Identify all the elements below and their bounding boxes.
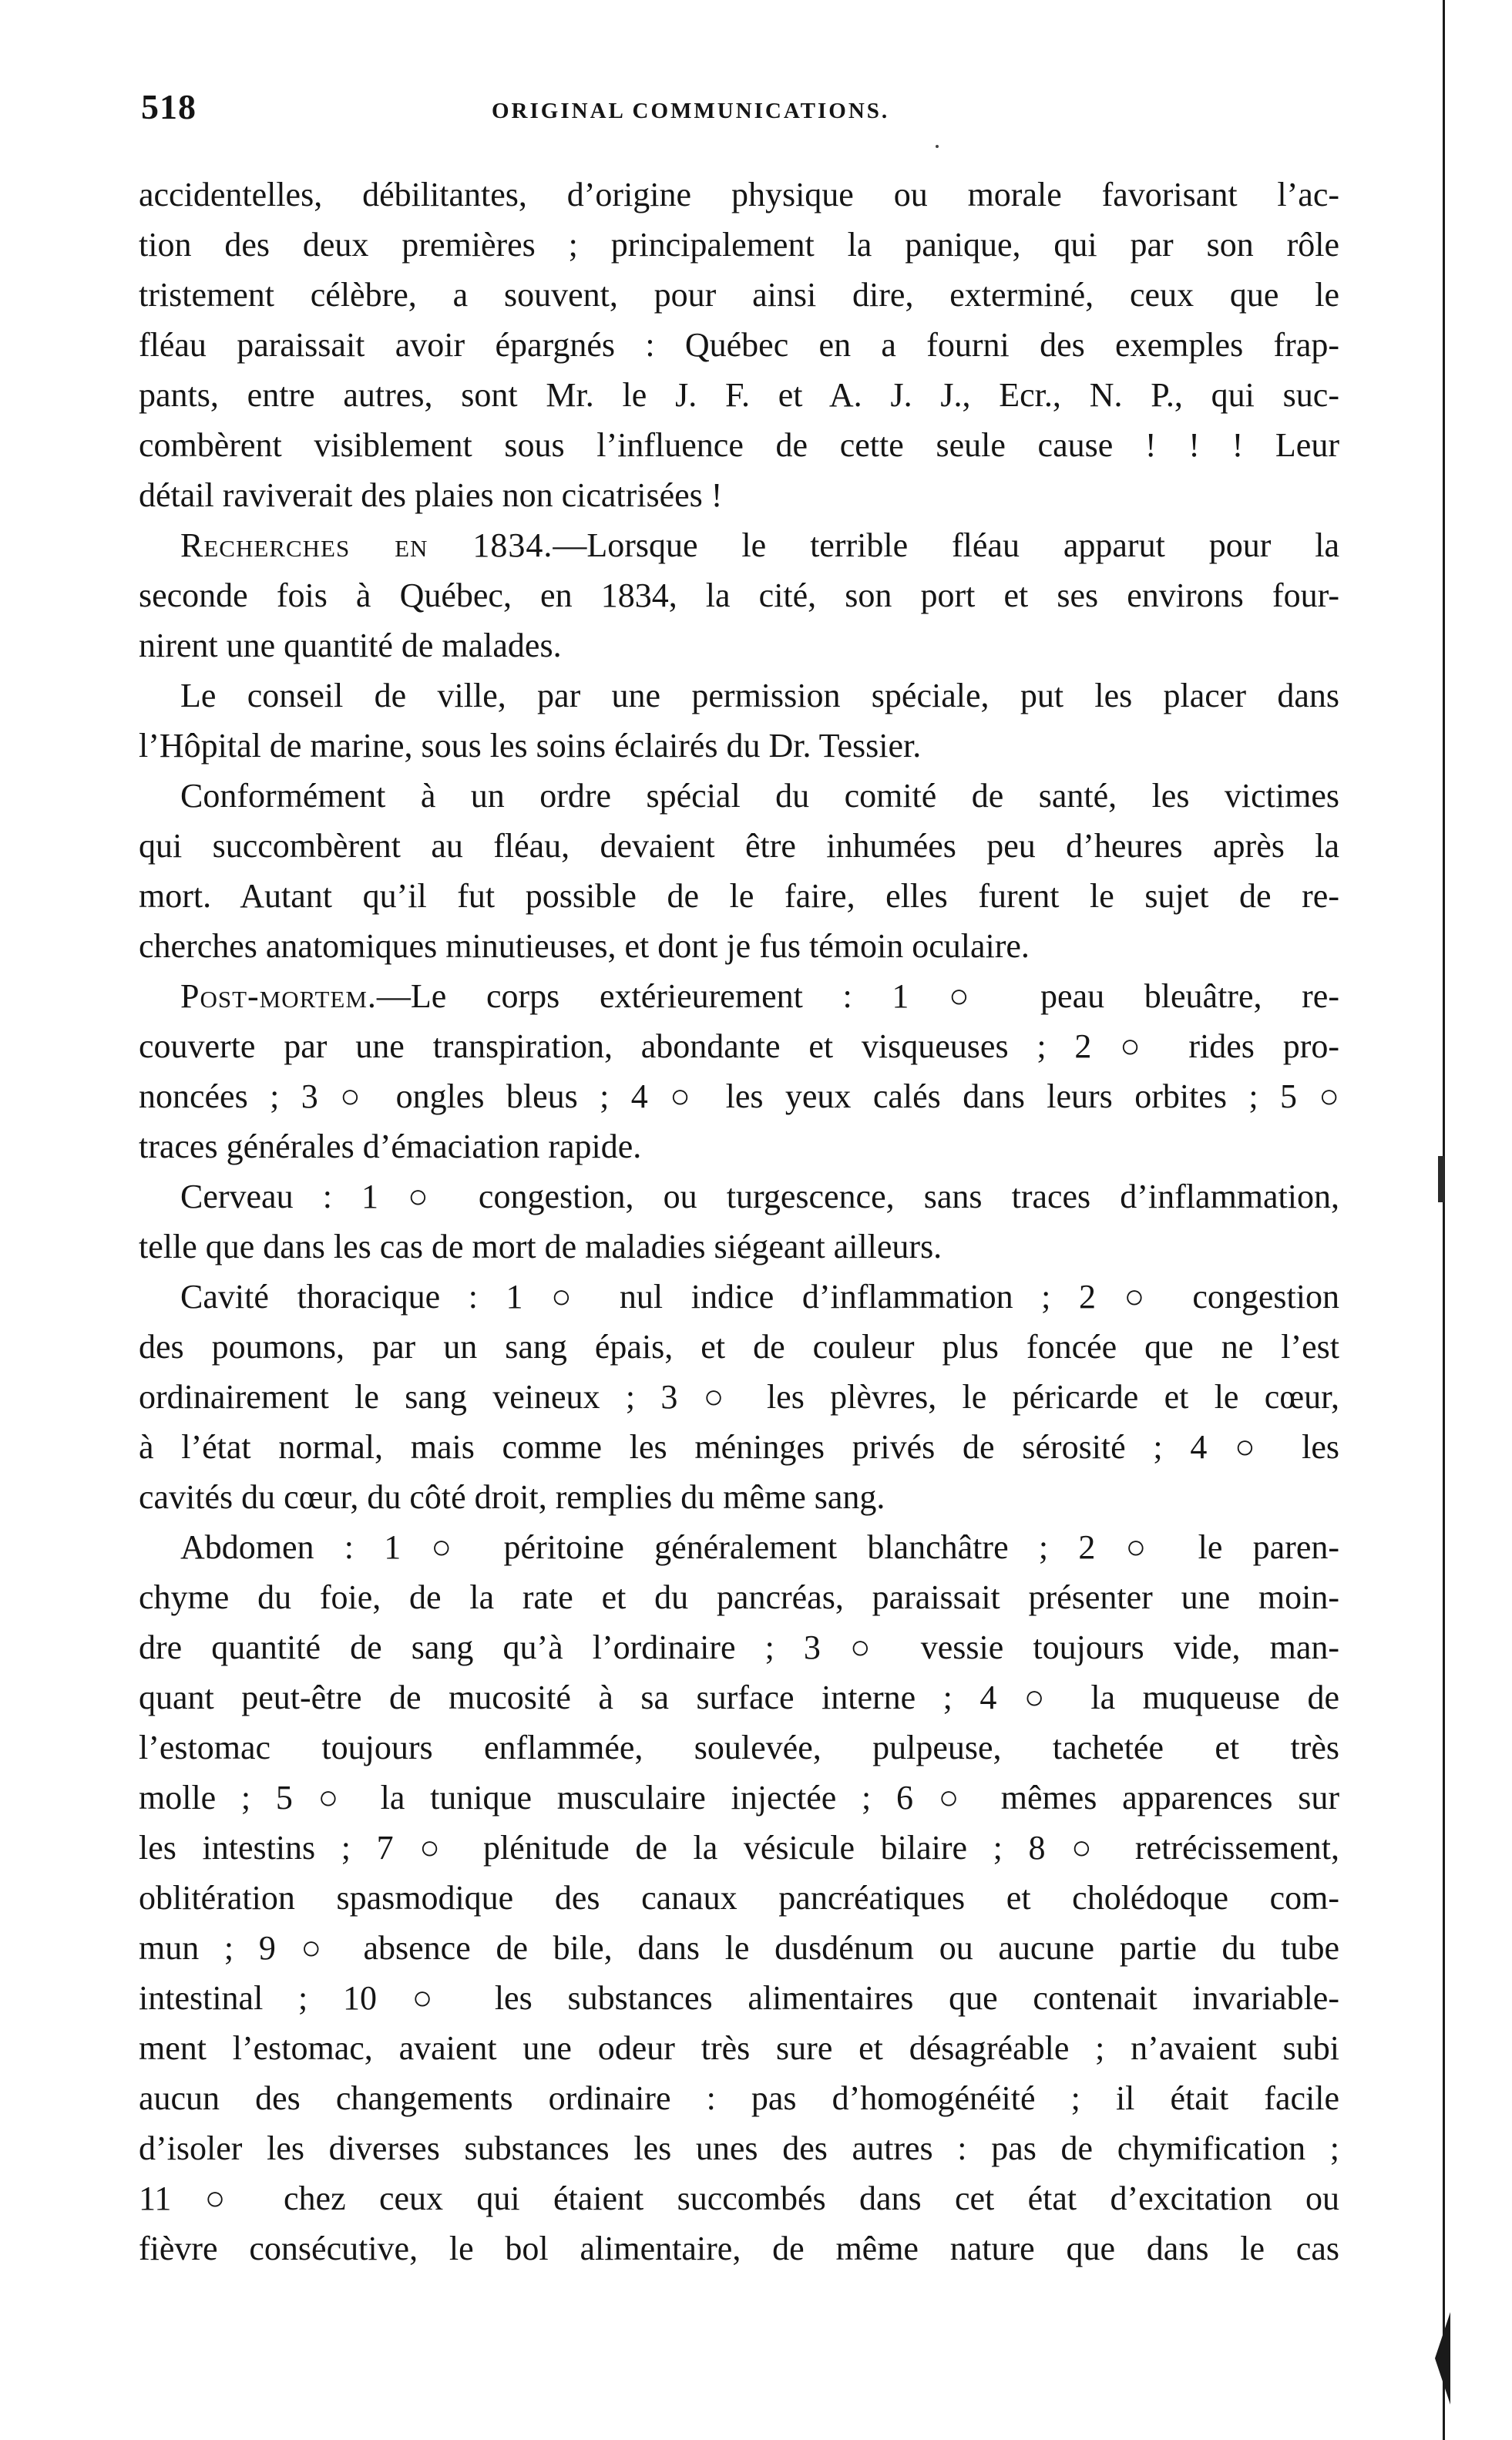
- print-speck: [936, 145, 939, 148]
- text-line: chyme du foie, de la rate et du pancréas, paraissait présenter une moin-: [139, 1578, 1339, 1616]
- text-line: fièvre consécutive, le bol alimentaire, de même nature que dans le cas: [139, 2230, 1339, 2267]
- text-line: seconde fois à Québec, en 1834, la cité, son port et ses environs four-: [139, 576, 1339, 614]
- text-line: Cavité thoracique : 1 ○ nul indice d’inflammation ; 2 ○ congestion: [180, 1278, 1339, 1316]
- text-line: oblitération spasmodique des canaux pancréatiques et cholédoque com-: [139, 1879, 1339, 1917]
- section-heading-rest: —Le corps extérieurement : 1 ○ peau bleuâtre, re-: [376, 977, 1339, 1015]
- page-edge-notch: [1435, 2312, 1450, 2405]
- text-line: combèrent visiblement sous l’influence de cette seule cause ! ! ! Leur: [139, 426, 1339, 464]
- text-line: nirent une quantité de malades.: [139, 627, 562, 664]
- page-number: 518: [141, 87, 197, 126]
- section-heading-line: [139, 520, 1339, 570]
- text-line: telle que dans les cas de mort de maladies siégeant ailleurs.: [139, 1228, 942, 1265]
- text-line: l’estomac toujours enflammée, soulevée, pulpeuse, tachetée et très: [139, 1729, 1339, 1766]
- text-line: molle ; 5 ○ la tunique musculaire injectée ; 6 ○ mêmes apparences sur: [139, 1779, 1339, 1817]
- text-line: détail raviverait des plaies non cicatrisées !: [139, 476, 723, 514]
- text-line: des poumons, par un sang épais, et de couleur plus foncée que ne l’est: [139, 1328, 1339, 1366]
- text-line: accidentelles, débilitantes, d’origine physique ou morale favorisant l’ac-: [139, 176, 1339, 213]
- text-line: cherches anatomiques minutieuses, et dont je fus témoin oculaire.: [139, 927, 1030, 965]
- text-line: mun ; 9 ○ absence de bile, dans le dusdénum ou aucune partie du tube: [139, 1929, 1339, 1967]
- text-line: ment l’estomac, avaient une odeur très sure et désagréable ; n’avaient subi: [139, 2029, 1339, 2067]
- text-line: qui succombèrent au fléau, devaient être inhumées peu d’heures après la: [139, 827, 1339, 865]
- text-line: à l’état normal, mais comme les méninges privés de sérosité ; 4 ○ les: [139, 1428, 1339, 1466]
- text-line: l’Hôpital de marine, sous les soins éclairés du Dr. Tessier.: [139, 727, 922, 765]
- text-line: ordinairement le sang veineux ; 3 ○ les plèvres, le péricarde et le cœur,: [139, 1378, 1339, 1416]
- text-line: pants, entre autres, sont Mr. le J. F. et A. J. J., Ecr., N. P., qui suc-: [139, 376, 1339, 414]
- section-heading-line: [139, 971, 1339, 1021]
- text-line: noncées ; 3 ○ ongles bleus ; 4 ○ les yeux calés dans leurs orbites ; 5 ○: [139, 1077, 1339, 1115]
- text-line: traces générales d’émaciation rapide.: [139, 1128, 642, 1165]
- text-line: dre quantité de sang qu’à l’ordinaire ; 3 ○ vessie toujours vide, man-: [139, 1628, 1339, 1666]
- text-line: intestinal ; 10 ○ les substances alimentaires que contenait invariable-: [139, 1979, 1339, 2017]
- text-line: aucun des changements ordinaire : pas d’homogénéité ; il était facile: [139, 2079, 1339, 2117]
- text-line: tion des deux premières ; principalement la panique, qui par son rôle: [139, 226, 1339, 264]
- text-line: les intestins ; 7 ○ plénitude de la vésicule bilaire ; 8 ○ retrécissement,: [139, 1829, 1339, 1867]
- text-line: tristement célèbre, a souvent, pour ainsi dire, exterminé, ceux que le: [139, 276, 1339, 314]
- section-heading-label: Post-mortem.: [180, 977, 377, 1015]
- running-title: ORIGINAL COMMUNICATIONS.: [492, 99, 890, 123]
- page-edge-mark: [1438, 1156, 1444, 1202]
- running-head: [141, 86, 1336, 140]
- text-line: Le conseil de ville, par une permission spéciale, put les placer dans: [180, 677, 1339, 714]
- text-line: fléau paraissait avoir épargnés : Québec en a fourni des exemples frap-: [139, 326, 1339, 364]
- text-line: quant peut-être de mucosité à sa surface interne ; 4 ○ la muqueuse de: [139, 1679, 1339, 1716]
- text-line: 11 ○ chez ceux qui étaient succombés dans cet état d’excitation ou: [139, 2180, 1339, 2217]
- page-edge-rule: [1443, 0, 1445, 2440]
- section-heading-label: Recherches en 1834.: [180, 526, 553, 564]
- text-line: cavités du cœur, du côté droit, remplies du même sang.: [139, 1478, 885, 1516]
- text-line: d’isoler les diverses substances les unes des autres : pas de chymification ;: [139, 2129, 1339, 2167]
- section-heading-rest: —Lorsque le terrible fléau apparut pour la: [553, 526, 1340, 564]
- text-line: mort. Autant qu’il fut possible de le faire, elles furent le sujet de re-: [139, 877, 1339, 915]
- text-line: Cerveau : 1 ○ congestion, ou turgescence, sans traces d’inflammation,: [180, 1178, 1339, 1215]
- text-line: couverte par une transpiration, abondante et visqueuses ; 2 ○ rides pro-: [139, 1027, 1339, 1065]
- body-text: [139, 170, 1339, 2274]
- text-line: Abdomen : 1 ○ péritoine généralement blanchâtre ; 2 ○ le paren-: [180, 1528, 1339, 1566]
- text-line: Conformément à un ordre spécial du comité de santé, les victimes: [180, 777, 1339, 815]
